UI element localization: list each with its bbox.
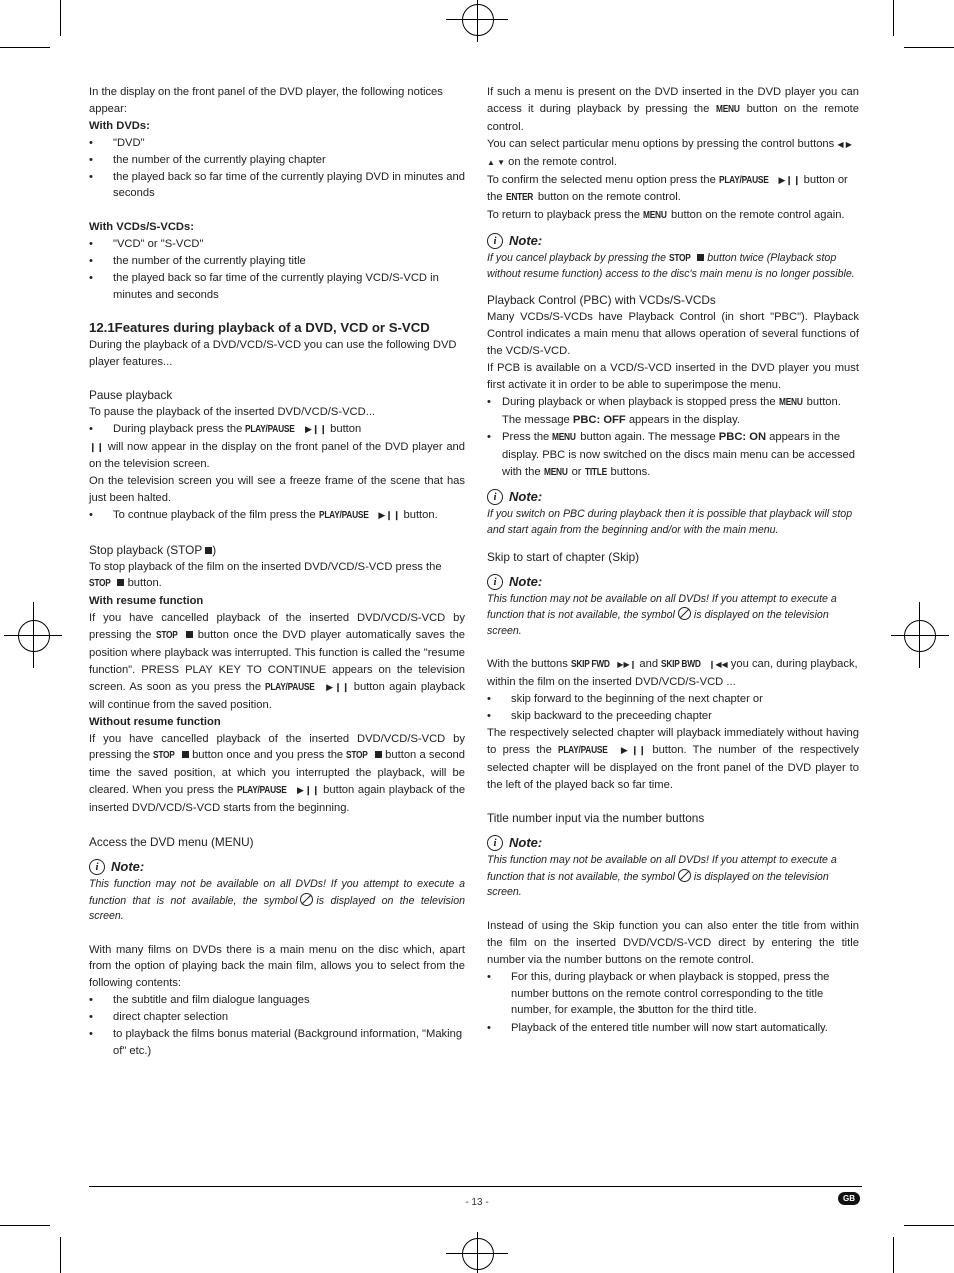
noresume-title: Without resume function: [89, 715, 221, 728]
list-item: • direct chapter selection: [89, 1009, 465, 1026]
registration-mark: [4, 635, 62, 636]
registration-mark: [891, 635, 949, 636]
menu-text: With many films on DVDs there is a main menu on the disc which, apart from the option of playing back the main film, allows you to select from the following contents:: [89, 943, 465, 990]
note-heading: i Note:: [487, 231, 859, 251]
registration-mark: [462, 4, 494, 36]
crop-mark: [0, 47, 50, 48]
menu-confirm-text: To confirm the selected menu option press the PLAY/PAUSE ▶❙❙ button or the ENTER button on the remote control.: [487, 173, 848, 204]
registration-mark: [446, 19, 508, 20]
note-text: If you switch on PBC during playback then it is possible that playback will stop and start again from the beginning and/or with the main menu.: [487, 508, 853, 536]
resume-text: If you have cancelled playback of the inserted DVD/VCD/S-VCD by pressing the STOP button once the DVD player automatically saves the position where playback was interrupted. This function is called the "resume function". PRESS PLAY KEY TO CONTINUE appears on the television screen. As soon as you press the PLAY/PAUSE ▶❙❙ button again playback will continue from the saved position.: [89, 612, 466, 711]
dvds-title: With DVDs:: [89, 119, 150, 132]
prohibited-icon: [678, 607, 691, 620]
list-item: • For this, during playback or when playback is stopped, press the number buttons on the remote control corresponding to the title number, for example, the 3 button for the third title.: [487, 969, 859, 1021]
section-heading: 12.1Features during playback of a DVD, VCD or S-VCD: [89, 319, 430, 335]
note-heading: i Note:: [487, 572, 859, 592]
crop-mark: [904, 1225, 954, 1226]
left-column: [89, 84, 465, 1060]
pause-title: Pause playback: [89, 388, 173, 403]
arrow-icons: ◀ ▶ ▲ ▼: [487, 139, 852, 167]
list-item: • Press the MENU button again. The message PBC: ON appears in the display. PBC is now switched on the discs main menu can be accessed with the MENU or TITLE buttons.: [487, 429, 859, 482]
note-text: If you cancel playback by pressing the STOP button twice (Playback stop without resume function) access to the disc's main menu is no longer possible.: [487, 252, 855, 280]
note-text: This function may not be available on all DVDs! If you attempt to execute a function that is not available, the symbol is displayed on the television screen.: [89, 877, 465, 923]
registration-mark: [462, 1238, 494, 1270]
info-icon: i: [487, 489, 503, 505]
note-heading: i Note:: [89, 857, 465, 877]
info-icon: i: [487, 233, 503, 249]
num-title: Title number input via the number buttons: [487, 811, 705, 826]
crop-mark: [904, 47, 954, 48]
list-item: • During playback or when playback is stopped press the MENU button. The message PBC: OFF appears in the display.: [487, 394, 859, 429]
list-item: • the number of the currently playing chapter: [89, 152, 465, 169]
skip-text: With the buttons SKIP FWD ▶▶❙ and SKIP BWD ❙◀◀ you can, during playback, within the film on the inserted DVD/VCD/S-VCD ...: [487, 658, 858, 689]
menu-select-text: You can select particular menu options by pressing the control buttons ◀ ▶ ▲ ▼ on the remote control.: [487, 137, 852, 168]
registration-mark: [477, 0, 478, 42]
crop-mark: [60, 1237, 61, 1273]
menu-return-text: To return to playback press the MENU button on the remote control again.: [487, 209, 845, 222]
skip-title: Skip to start of chapter (Skip): [487, 549, 640, 564]
registration-mark: [446, 1253, 508, 1254]
crop-mark: [893, 1237, 894, 1273]
pbc-title: Playback Control (PBC) with VCDs/S-VCDs: [487, 293, 716, 308]
menu-title: Access the DVD menu (MENU): [89, 835, 254, 849]
vcds-title: With VCDs/S-VCDs:: [89, 221, 194, 234]
num-text: Instead of using the Skip function you can also enter the title from within the film on the inserted DVD/VCD/S-VCD direct by entering the title number via the number buttons on the remote control.: [487, 919, 859, 966]
pause-intro: To pause the playback of the inserted DVD/VCD/S-VCD...: [89, 406, 376, 419]
note-text: This function may not be available on all DVDs! If you attempt to execute a function that is not available, the symbol is displayed on the television screen.: [487, 854, 837, 899]
list-item: • skip forward to the beginning of the next chapter or: [487, 691, 859, 708]
registration-mark: [18, 620, 50, 652]
pbc-text: Many VCDs/S-VCDs have Playback Control (in short "PBC"). Playback Control indicates a main menu that allows operation of several functions of the VCD/S-VCD.: [487, 311, 859, 358]
list-item: • Playback of the entered title number will now start automatically.: [487, 1020, 859, 1037]
crop-mark: [0, 1225, 50, 1226]
list-item: • the played back so far time of the currently playing DVD in minutes and seconds: [89, 169, 465, 203]
crop-mark: [60, 0, 61, 36]
list-item: • the number of the currently playing title: [89, 253, 465, 270]
menu-access-text: If such a menu is present on the DVD inserted in the DVD player you can access it during playback by pressing the MENU button on the remote control.: [487, 86, 860, 133]
list-item: • skip backward to the preceeding chapter: [487, 708, 859, 725]
pause-display-text: ❙❙ will now appear in the display on the front panel of the DVD player and on the television screen.: [89, 441, 465, 471]
page-number: - 13 -: [465, 1197, 489, 1208]
info-icon: i: [487, 574, 503, 590]
registration-mark: [904, 620, 936, 652]
list-item: • To contnue playback of the film press the PLAY/PAUSE ▶❙❙ button.: [89, 507, 465, 525]
note-text: This function may not be available on all DVDs! If you attempt to execute a function that is not available, the symbol is displayed on the television screen.: [487, 592, 837, 637]
list-item: • During playback press the PLAY/PAUSE ▶❙❙ button: [89, 421, 465, 439]
prohibited-icon: [300, 893, 313, 906]
stop-title: Stop playback (STOP ): [89, 542, 217, 557]
list-item: • the played back so far time of the currently playing VCD/S-VCD in minutes and seconds: [89, 270, 465, 304]
pause-freeze-text: On the television screen you will see a freeze frame of the scene that has just been halted.: [89, 475, 465, 504]
noresume-text: If you have cancelled playback of the inserted DVD/VCD/S-VCD by pressing the STOP button once and you press the STOP button a second time the saved position, at which you interrupted the playback, will be cleared. When you press the PLAY/PAUSE ▶❙❙ button again playback of the inserted DVD/VCD/S-VCD starts from the beginning.: [89, 732, 466, 815]
list-item: • "VCD" or "S-VCD": [89, 236, 465, 253]
intro-text: In the display on the front panel of the DVD player, the following notices appear:: [89, 86, 443, 115]
info-icon: i: [487, 835, 503, 851]
right-column: [487, 84, 859, 1037]
note-heading: i Note:: [487, 487, 859, 507]
list-item: • the subtitle and film dialogue languages: [89, 992, 465, 1009]
info-icon: i: [89, 859, 105, 875]
pbc-text: If PCB is available on a VCD/S-VCD inserted in the DVD player you must first activate it in order to be able to superimpose the menu.: [487, 362, 859, 391]
skip-text: The respectively selected chapter will playback immediately without having to press the PLAY/PAUSE ▶❙❙ button. The number of the respectively selected chapter will be displayed on the front panel of the DVD player to the left of the played back so far time.: [487, 726, 859, 791]
list-item: • to playback the films bonus material (Background information, "Making of" etc.): [89, 1026, 465, 1060]
resume-title: With resume function: [89, 595, 204, 608]
prohibited-icon: [678, 869, 691, 882]
footer-rule: [89, 1186, 862, 1187]
note-heading: i Note:: [487, 833, 859, 853]
list-item: • "DVD": [89, 135, 465, 152]
crop-mark: [893, 0, 894, 36]
section-intro: During the playback of a DVD/VCD/S-VCD you can use the following DVD player features...: [89, 338, 457, 368]
stop-intro: To stop playback of the film on the inserted DVD/VCD/S-VCD press the STOP button.: [89, 560, 442, 590]
language-badge: GB: [838, 1192, 860, 1205]
